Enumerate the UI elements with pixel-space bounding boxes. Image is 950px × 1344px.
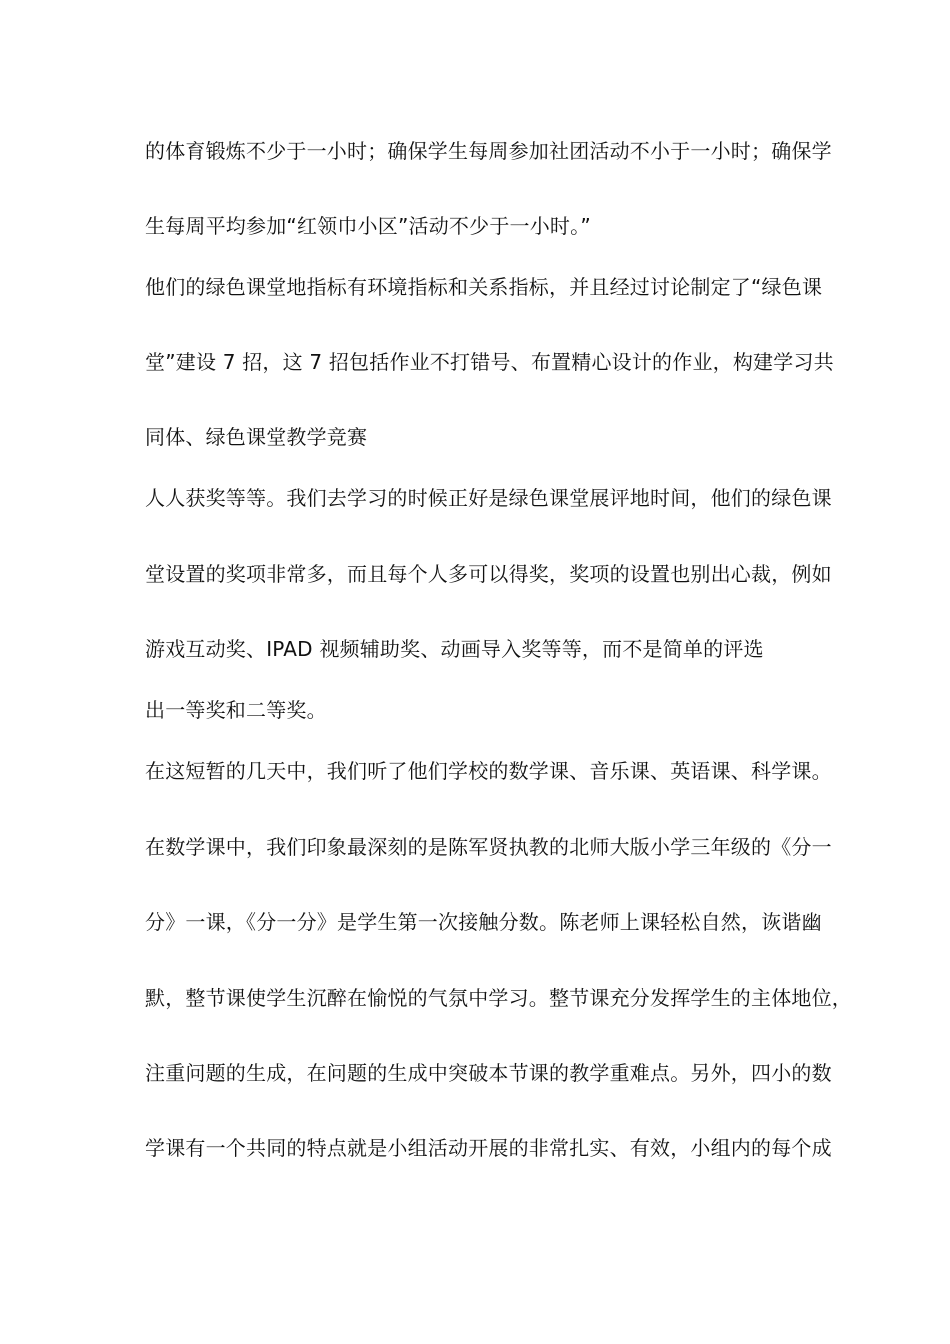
text-line: 人人获奖等等。我们去学习的时候正好是绿色课堂展评地时间，他们的绿色课: [145, 486, 832, 510]
text-line: 堂”建设 7 招，这 7 招包括作业不打错号、布置精心设计的作业，构建学习共: [145, 350, 834, 374]
text-line: 默，整节课使学生沉醉在愉悦的气氛中学习。整节课充分发挥学生的主体地位，: [145, 986, 852, 1010]
text-line: 他们的绿色课堂地指标有环境指标和关系指标，并且经过讨论制定了“绿色课: [145, 275, 823, 299]
text-line: 生每周平均参加“红领巾小区”活动不少于一小时。”: [145, 214, 591, 238]
text-line: 的体育锻炼不少于一小时；确保学生每周参加社团活动不小于一小时；确保学: [145, 139, 832, 163]
text-line: 在这短暂的几天中，我们听了他们学校的数学课、音乐课、英语课、科学课。: [145, 759, 832, 783]
text-line: 学课有一个共同的特点就是小组活动开展的非常扎实、有效，小组内的每个成: [145, 1136, 832, 1160]
text-line: 堂设置的奖项非常多，而且每个人多可以得奖，奖项的设置也别出心裁，例如: [145, 562, 832, 586]
text-line: 出一等奖和二等奖。: [145, 698, 327, 722]
text-line: 同体、绿色课堂教学竞赛: [145, 425, 368, 449]
text-line: 分》一课，《分一分》是学生第一次接触分数。陈老师上课轻松自然，诙谐幽: [145, 910, 822, 934]
text-line: 注重问题的生成，在问题的生成中突破本节课的教学重难点。另外，四小的数: [145, 1061, 832, 1085]
text-line: 游戏互动奖、IPAD 视频辅助奖、动画导入奖等等，而不是简单的评选: [145, 637, 764, 661]
text-line: 在数学课中，我们印象最深刻的是陈军贤执教的北师大版小学三年级的《分一: [145, 835, 832, 859]
